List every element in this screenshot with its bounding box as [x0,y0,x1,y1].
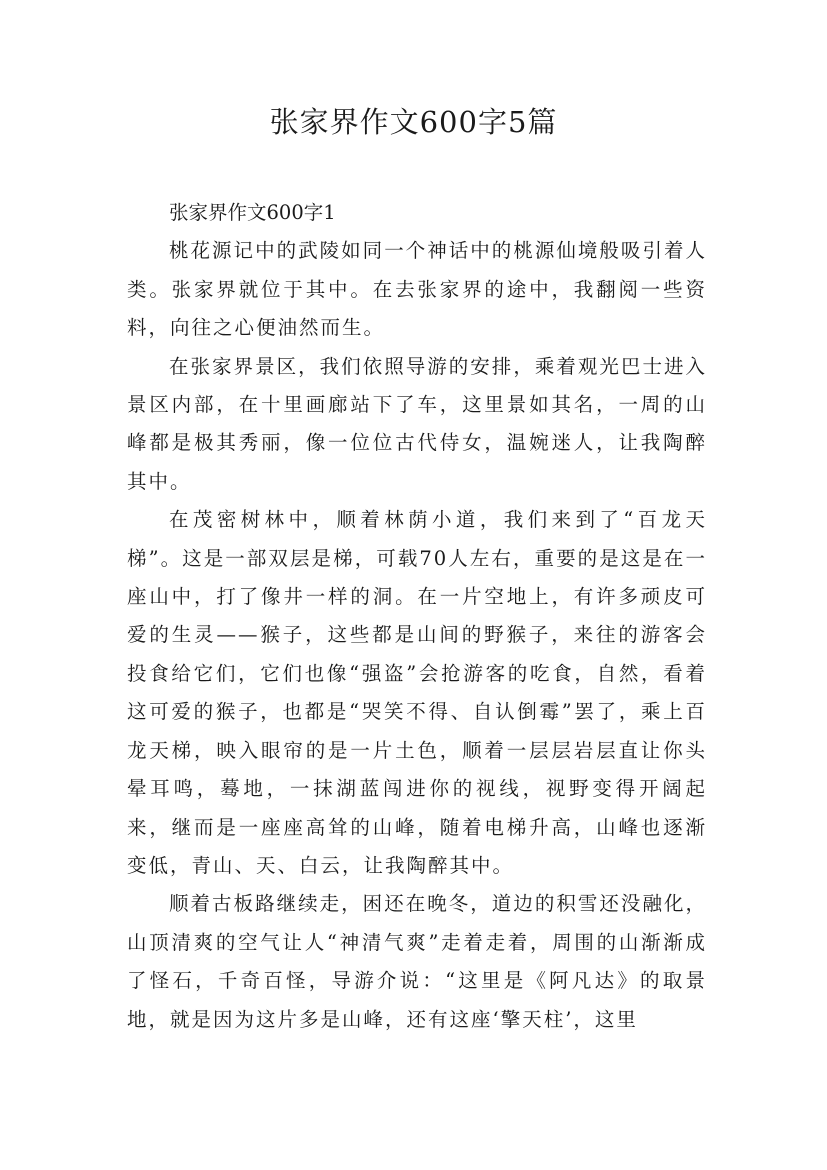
paragraph-4: 顺着古板路继续走，困还在晚冬，道边的积雪还没融化，山顶清爽的空气让人“神清气爽”走着走着，周围的山渐渐成了怪石，千奇百怪，导游介说：“这里是《阿凡达》的取景地，就是因为这片多是山峰，还有这座‘擎天柱’，这里 [127,892,707,1031]
paragraph-2: 在张家界景区，我们依照导游的安排，乘着观光巴士进入景区内部，在十里画廊站下了车，这里景如其名，一周的山峰都是极其秀丽，像一位位古代侍女，温婉迷人，让我陶醉其中。 [127,354,707,493]
paragraph-3: 在茂密树林中，顺着林荫小道，我们来到了“百龙天梯”。这是一部双层是梯，可载70人左右，重要的是这是在一座山中，打了像井一样的洞。在一片空地上，有许多顽皮可爱的生灵——猴子，这些都是山间的野猴子，来往的游客会投食给它们，它们也像“强盗”会抢游客的吃食，自然，看着这可爱的猴子，也都是“哭笑不得、自认倒霉”罢了，乘上百龙天梯，映入眼帘的是一片土色，顺着一层层岩层直让你头晕耳鸣，蓦地，一抹湖蓝闯进你的视线，视野变得开阔起来，继而是一座座高耸的山峰，随着电梯升高，山峰也逐渐变低，青山、天、白云，让我陶醉其中。 [127,508,707,877]
paragraph-1: 桃花源记中的武陵如同一个神话中的桃源仙境般吸引着人类。张家界就位于其中。在去张家界的途中，我翻阅一些资料，向往之心便油然而生。 [127,239,707,340]
document-body [127,194,707,1039]
section-heading: 张家界作文600字1 [169,201,336,224]
document-title: 张家界作文600字5篇 [269,105,558,139]
